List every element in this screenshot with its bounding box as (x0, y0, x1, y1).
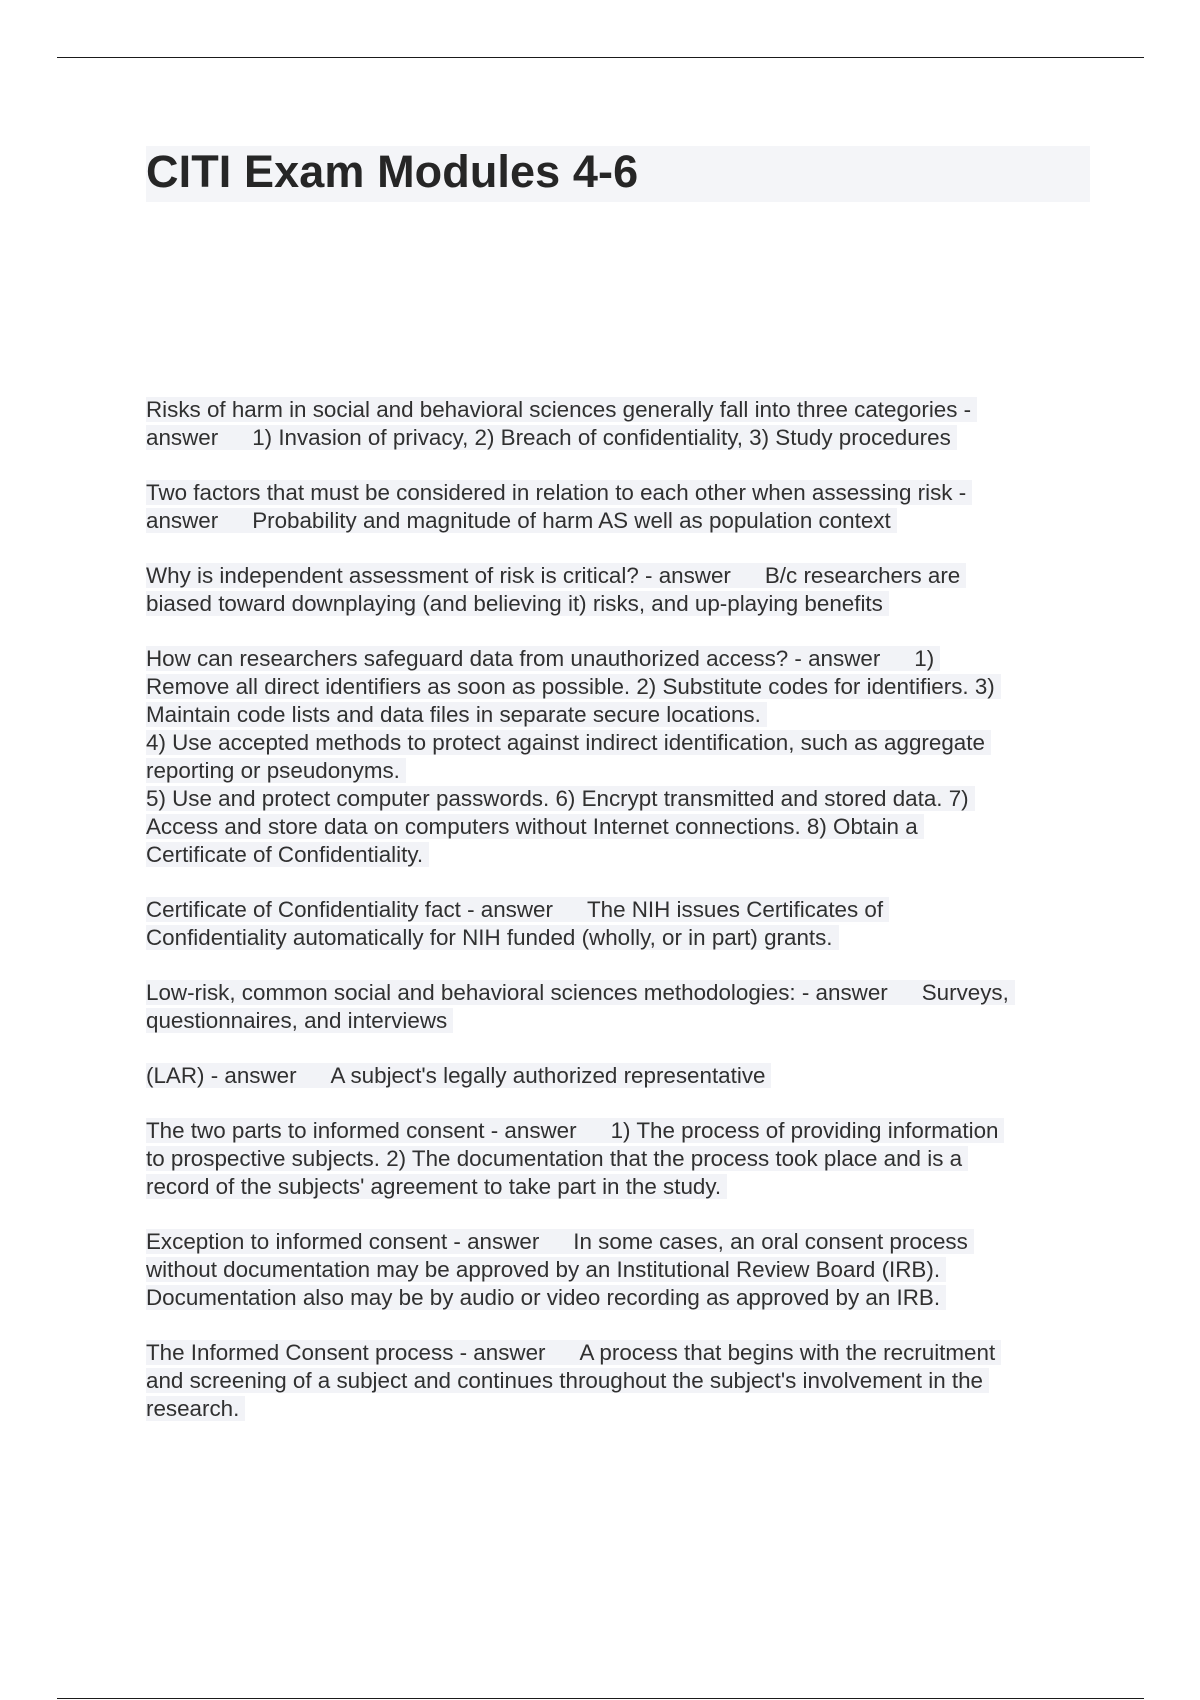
qa-line-text (146, 980, 1015, 1005)
qa-line-text (146, 1340, 1001, 1365)
qa-line (146, 590, 1096, 618)
qa-text: Risks of harm in social and behavioral sciences generally fall into three categories - (146, 397, 972, 422)
answer-text: 1) Invasion of privacy, 2) Breach of confidentiality, 3) Study procedures (252, 425, 951, 450)
qa-line-text (146, 1368, 989, 1393)
qa-line-text (146, 1257, 946, 1282)
qa-line-text (146, 897, 889, 922)
qa-text: and screening of a subject and continues throughout the subject's involvement in the (146, 1368, 984, 1393)
qa-line (146, 785, 1096, 813)
qa-text: Documentation also may be by audio or video recording as approved by an IRB. (146, 1285, 941, 1310)
qa-line-text (146, 842, 429, 867)
qa-text: 4) Use accepted methods to protect against indirect identification, such as aggregate (146, 730, 985, 755)
qa-line (146, 1062, 1096, 1090)
qa-line-text (146, 563, 966, 588)
qa-text: The Informed Consent process - answer (146, 1340, 546, 1365)
qa-line-text (146, 480, 972, 505)
qa-line (146, 1145, 1096, 1173)
qa-line (146, 757, 1096, 785)
qa-entry (146, 979, 1096, 1035)
qa-text: 5) Use and protect computer passwords. 6) Encrypt transmitted and stored data. 7) (146, 786, 969, 811)
qa-text: research. (146, 1396, 240, 1421)
qa-line (146, 1117, 1096, 1145)
qa-text: to prospective subjects. 2) The documentation that the process took place and is a (146, 1146, 963, 1171)
qa-line-text (146, 786, 975, 811)
qa-text: Why is independent assessment of risk is critical? - answer (146, 563, 731, 588)
qa-line-text (146, 814, 924, 839)
qa-line (146, 1367, 1096, 1395)
qa-text: Access and store data on computers without Internet connections. 8) Obtain a (146, 814, 918, 839)
qa-text: answer (146, 425, 219, 450)
qa-line-text (146, 1229, 974, 1254)
qa-line-text (146, 646, 940, 671)
qa-line (146, 1284, 1096, 1312)
qa-line (146, 396, 1096, 424)
qa-line-text (146, 1396, 245, 1421)
qa-line (146, 1339, 1096, 1367)
qa-text: Certificate of Confidentiality fact - answer (146, 897, 553, 922)
qa-line-text (146, 1063, 771, 1088)
qa-line (146, 479, 1096, 507)
qa-text: How can researchers safeguard data from unauthorized access? - answer (146, 646, 881, 671)
qa-line-text (146, 1285, 946, 1310)
qa-entry (146, 1117, 1096, 1201)
qa-entry (146, 1339, 1096, 1423)
qa-line-text (146, 730, 991, 755)
qa-line-text (146, 1146, 968, 1171)
qa-text: The two parts to informed consent - answer (146, 1118, 577, 1143)
qa-entry (146, 896, 1096, 952)
qa-text: Certificate of Confidentiality. (146, 842, 424, 867)
qa-line (146, 729, 1096, 757)
answer-text: In some cases, an oral consent process (573, 1229, 968, 1254)
qa-text: (LAR) - answer (146, 1063, 297, 1088)
qa-entry (146, 562, 1096, 618)
qa-line-text (146, 758, 406, 783)
qa-line (146, 1395, 1096, 1423)
qa-line (146, 562, 1096, 590)
answer-text: Probability and magnitude of harm AS well as population context (252, 508, 891, 533)
answer-text: Surveys, (921, 980, 1009, 1005)
qa-text: Confidentiality automatically for NIH funded (wholly, or in part) grants. (146, 925, 833, 950)
qa-entry (146, 645, 1096, 869)
qa-line (146, 424, 1096, 452)
qa-line (146, 813, 1096, 841)
qa-text: questionnaires, and interviews (146, 1008, 448, 1033)
qa-entry (146, 1062, 1096, 1090)
bottom-rule (57, 1698, 1144, 1699)
qa-line (146, 896, 1096, 924)
qa-line-text (146, 702, 767, 727)
qa-line (146, 1173, 1096, 1201)
qa-line-text (146, 925, 839, 950)
qa-line-text (146, 591, 889, 616)
qa-line (146, 1256, 1096, 1284)
qa-text: Low-risk, common social and behavioral sciences methodologies: - answer (146, 980, 888, 1005)
qa-line-text (146, 1008, 453, 1033)
qa-text: Two factors that must be considered in relation to each other when assessing risk - (146, 480, 967, 505)
qa-text: answer (146, 508, 219, 533)
qa-list (146, 396, 1096, 1450)
qa-line (146, 645, 1096, 673)
qa-text: Remove all direct identifiers as soon as possible. 2) Substitute codes for identifiers. 3) (146, 674, 995, 699)
qa-text: record of the subjects' agreement to take part in the study. (146, 1174, 722, 1199)
qa-line (146, 841, 1096, 869)
qa-line-text (146, 397, 977, 422)
answer-text: A subject's legally authorized representative (330, 1063, 766, 1088)
answer-text: 1) The process of providing information (610, 1118, 999, 1143)
qa-line (146, 924, 1096, 952)
qa-entry (146, 1228, 1096, 1312)
qa-line (146, 701, 1096, 729)
qa-text: reporting or pseudonyms. (146, 758, 400, 783)
qa-line (146, 979, 1096, 1007)
qa-line (146, 1228, 1096, 1256)
qa-line-text (146, 425, 957, 450)
top-rule (57, 57, 1144, 58)
qa-text: Maintain code lists and data files in separate secure locations. (146, 702, 761, 727)
qa-line-text (146, 674, 1001, 699)
page-title: CITI Exam Modules 4-6 (146, 146, 639, 197)
qa-text: without documentation may be approved by an Institutional Review Board (IRB). (146, 1257, 941, 1282)
qa-line (146, 673, 1096, 701)
qa-text: Exception to informed consent - answer (146, 1229, 540, 1254)
qa-line-text (146, 1174, 727, 1199)
answer-text: B/c researchers are (764, 563, 961, 588)
qa-line-text (146, 1118, 1004, 1143)
qa-line (146, 1007, 1096, 1035)
answer-text: 1) (914, 646, 935, 671)
qa-entry (146, 479, 1096, 535)
answer-text: The NIH issues Certificates of (586, 897, 884, 922)
qa-line (146, 507, 1096, 535)
qa-entry (146, 396, 1096, 452)
qa-text: biased toward downplaying (and believing it) risks, and up-playing benefits (146, 591, 883, 616)
qa-line-text (146, 508, 897, 533)
answer-text: A process that begins with the recruitment (579, 1340, 996, 1365)
